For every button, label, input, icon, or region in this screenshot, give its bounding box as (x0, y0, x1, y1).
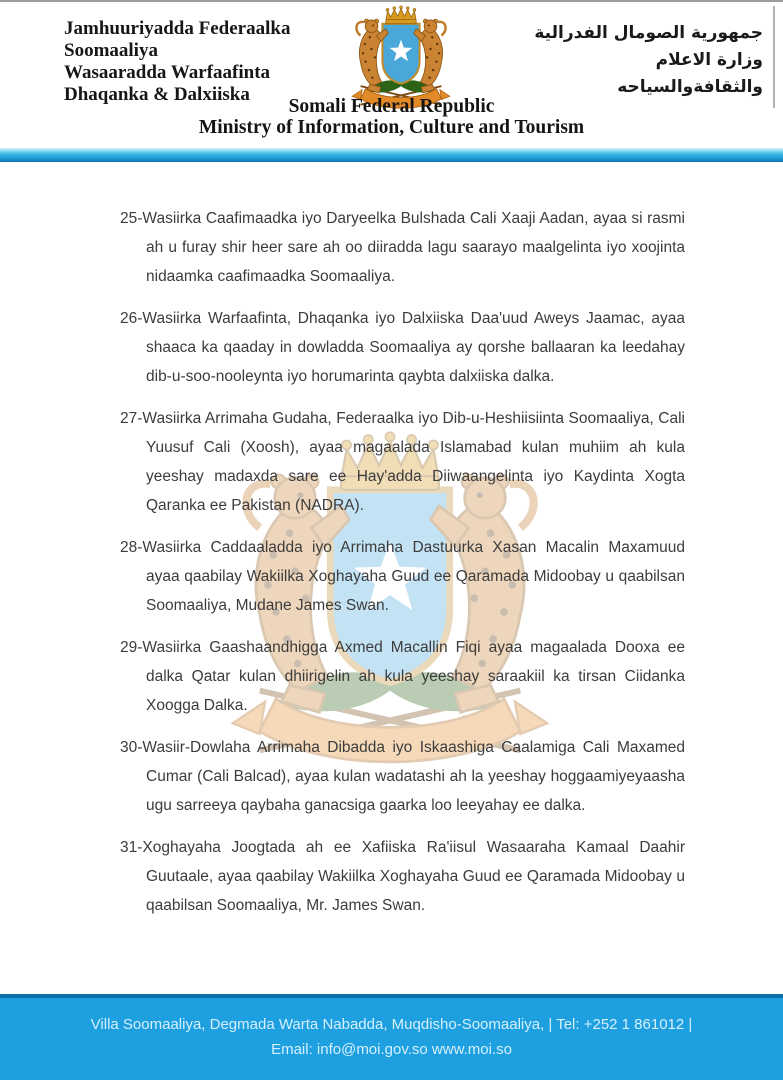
photo-right-edge (773, 6, 775, 108)
paragraph-number: 26- (120, 310, 143, 327)
footer-contact-band (0, 994, 783, 1080)
org-line: Wasaaradda Warfaafinta (64, 62, 271, 83)
photo-top-edge (0, 0, 783, 2)
org-line: Dhaqanka & Dalxiiska (64, 84, 250, 105)
paragraph-27 (120, 404, 685, 520)
paragraph-text: Xoghayaha Joogtada ah ee Xafiiska Ra'iisul Wasaaraha Kamaal Daahir Guutaale, ayaa qaabilay Wakiilka Xoghayaha Guud ee Qaramada Midoobay u qaabilsan Soomaaliya, Mr. James Swan. (142, 839, 685, 914)
document-body (120, 204, 685, 920)
footer-email-line: Email: info@moi.gov.so www.moi.so (271, 1041, 512, 1058)
paragraph-text: Wasiirka Arrimaha Gudaha, Federaalka iyo Dib-u-Heshiisiinta Soomaaliya, Cali Yuusuf Cali (Xoosh), ayaa magaalada Islamabad kulan muhiim ah kula yeeshay madaxda sare ee Hay'adda Diiwaangelinta iyo Kaydinta Xogta Qaranka ee Pakistan (NADRA). (142, 410, 685, 514)
paragraph-number: 29- (120, 639, 143, 656)
ministry-name-english (0, 96, 783, 138)
arabic-line: وزارة الاعلام (655, 50, 763, 70)
paragraph-text: Wasiirka Caafimaadka iyo Daryeelka Bulshada Cali Xaaji Aadan, ayaa si rasmi ah u furay shir heer sare ah oo diiradda lagu saarayo maalgelinta iyo xoojinta nidaamka caafimaadka Soomaaliya. (142, 210, 685, 285)
paragraph-28 (120, 533, 685, 620)
paragraph-number: 25- (120, 210, 143, 227)
paragraph-text: Wasiir-Dowlaha Arrimaha Dibadda iyo Iskaashiga Caalamiga Cali Maxamed Cumar (Cali Balcad), ayaa kulan wadatashi ah la yeeshay hoggaamiyeyaasha ugu sarreeya qaybaha ganacsiga gaarka loo leeyahay ee dalka. (142, 739, 685, 814)
paragraph-number: 28- (120, 539, 143, 556)
paragraph-number: 31- (120, 839, 143, 856)
paragraph-number: 30- (120, 739, 143, 756)
republic-title: Somali Federal Republic (288, 96, 495, 117)
footer-address-line: Villa Soomaaliya, Degmada Warta Nabadda, Muqdisho-Soomaaliya, | Tel: +252 1 861012 | (90, 1016, 693, 1033)
paragraph-26 (120, 304, 685, 391)
paragraph-25 (120, 204, 685, 291)
arabic-line: جمهورية الصومال الفدرالية (534, 23, 763, 43)
paragraph-31 (120, 833, 685, 920)
paragraph-30 (120, 733, 685, 820)
paragraph-text: Wasiirka Gaashaandhigga Axmed Macallin Fiqi ayaa magaalada Dooxa ee dalka Qatar kulan dhiirigelin ah kula yeeshay saraakiil ka tirsan Ciidanka Xoogga Dalka. (142, 639, 685, 714)
paragraph-text: Wasiirka Caddaaladda iyo Arrimaha Dastuurka Xasan Macalin Maxamuud ayaa qaabilay Wakiilka Xoghayaha Guud ee Qaramada Midoobay u qaabilsan Soomaaliya, Mudane James Swan. (142, 539, 685, 614)
org-line: Soomaaliya (64, 40, 158, 61)
arabic-line: والثقافةوالسياحه (617, 77, 763, 97)
letterhead (0, 0, 783, 148)
paragraph-text: Wasiirka Warfaafinta, Dhaqanka iyo Dalxiiska Daa'uud Aweys Jaamac, ayaa shaaca ka qaaday in dowladda Soomaaliya ay qorshe ballaaran ka leedahay dib-u-soo-nooleynta iyo horumarinta qaybta dalxiiska dalka. (142, 310, 685, 385)
paragraph-number: 27- (120, 410, 143, 427)
ministry-title: Ministry of Information, Culture and Tourism (198, 117, 585, 138)
ministry-name-arabic (493, 20, 763, 101)
org-line: Jamhuuriyadda Federaalka (64, 18, 291, 39)
header-divider-stripe (0, 148, 783, 162)
ministry-name-somali (64, 18, 334, 106)
paragraph-29 (120, 633, 685, 720)
